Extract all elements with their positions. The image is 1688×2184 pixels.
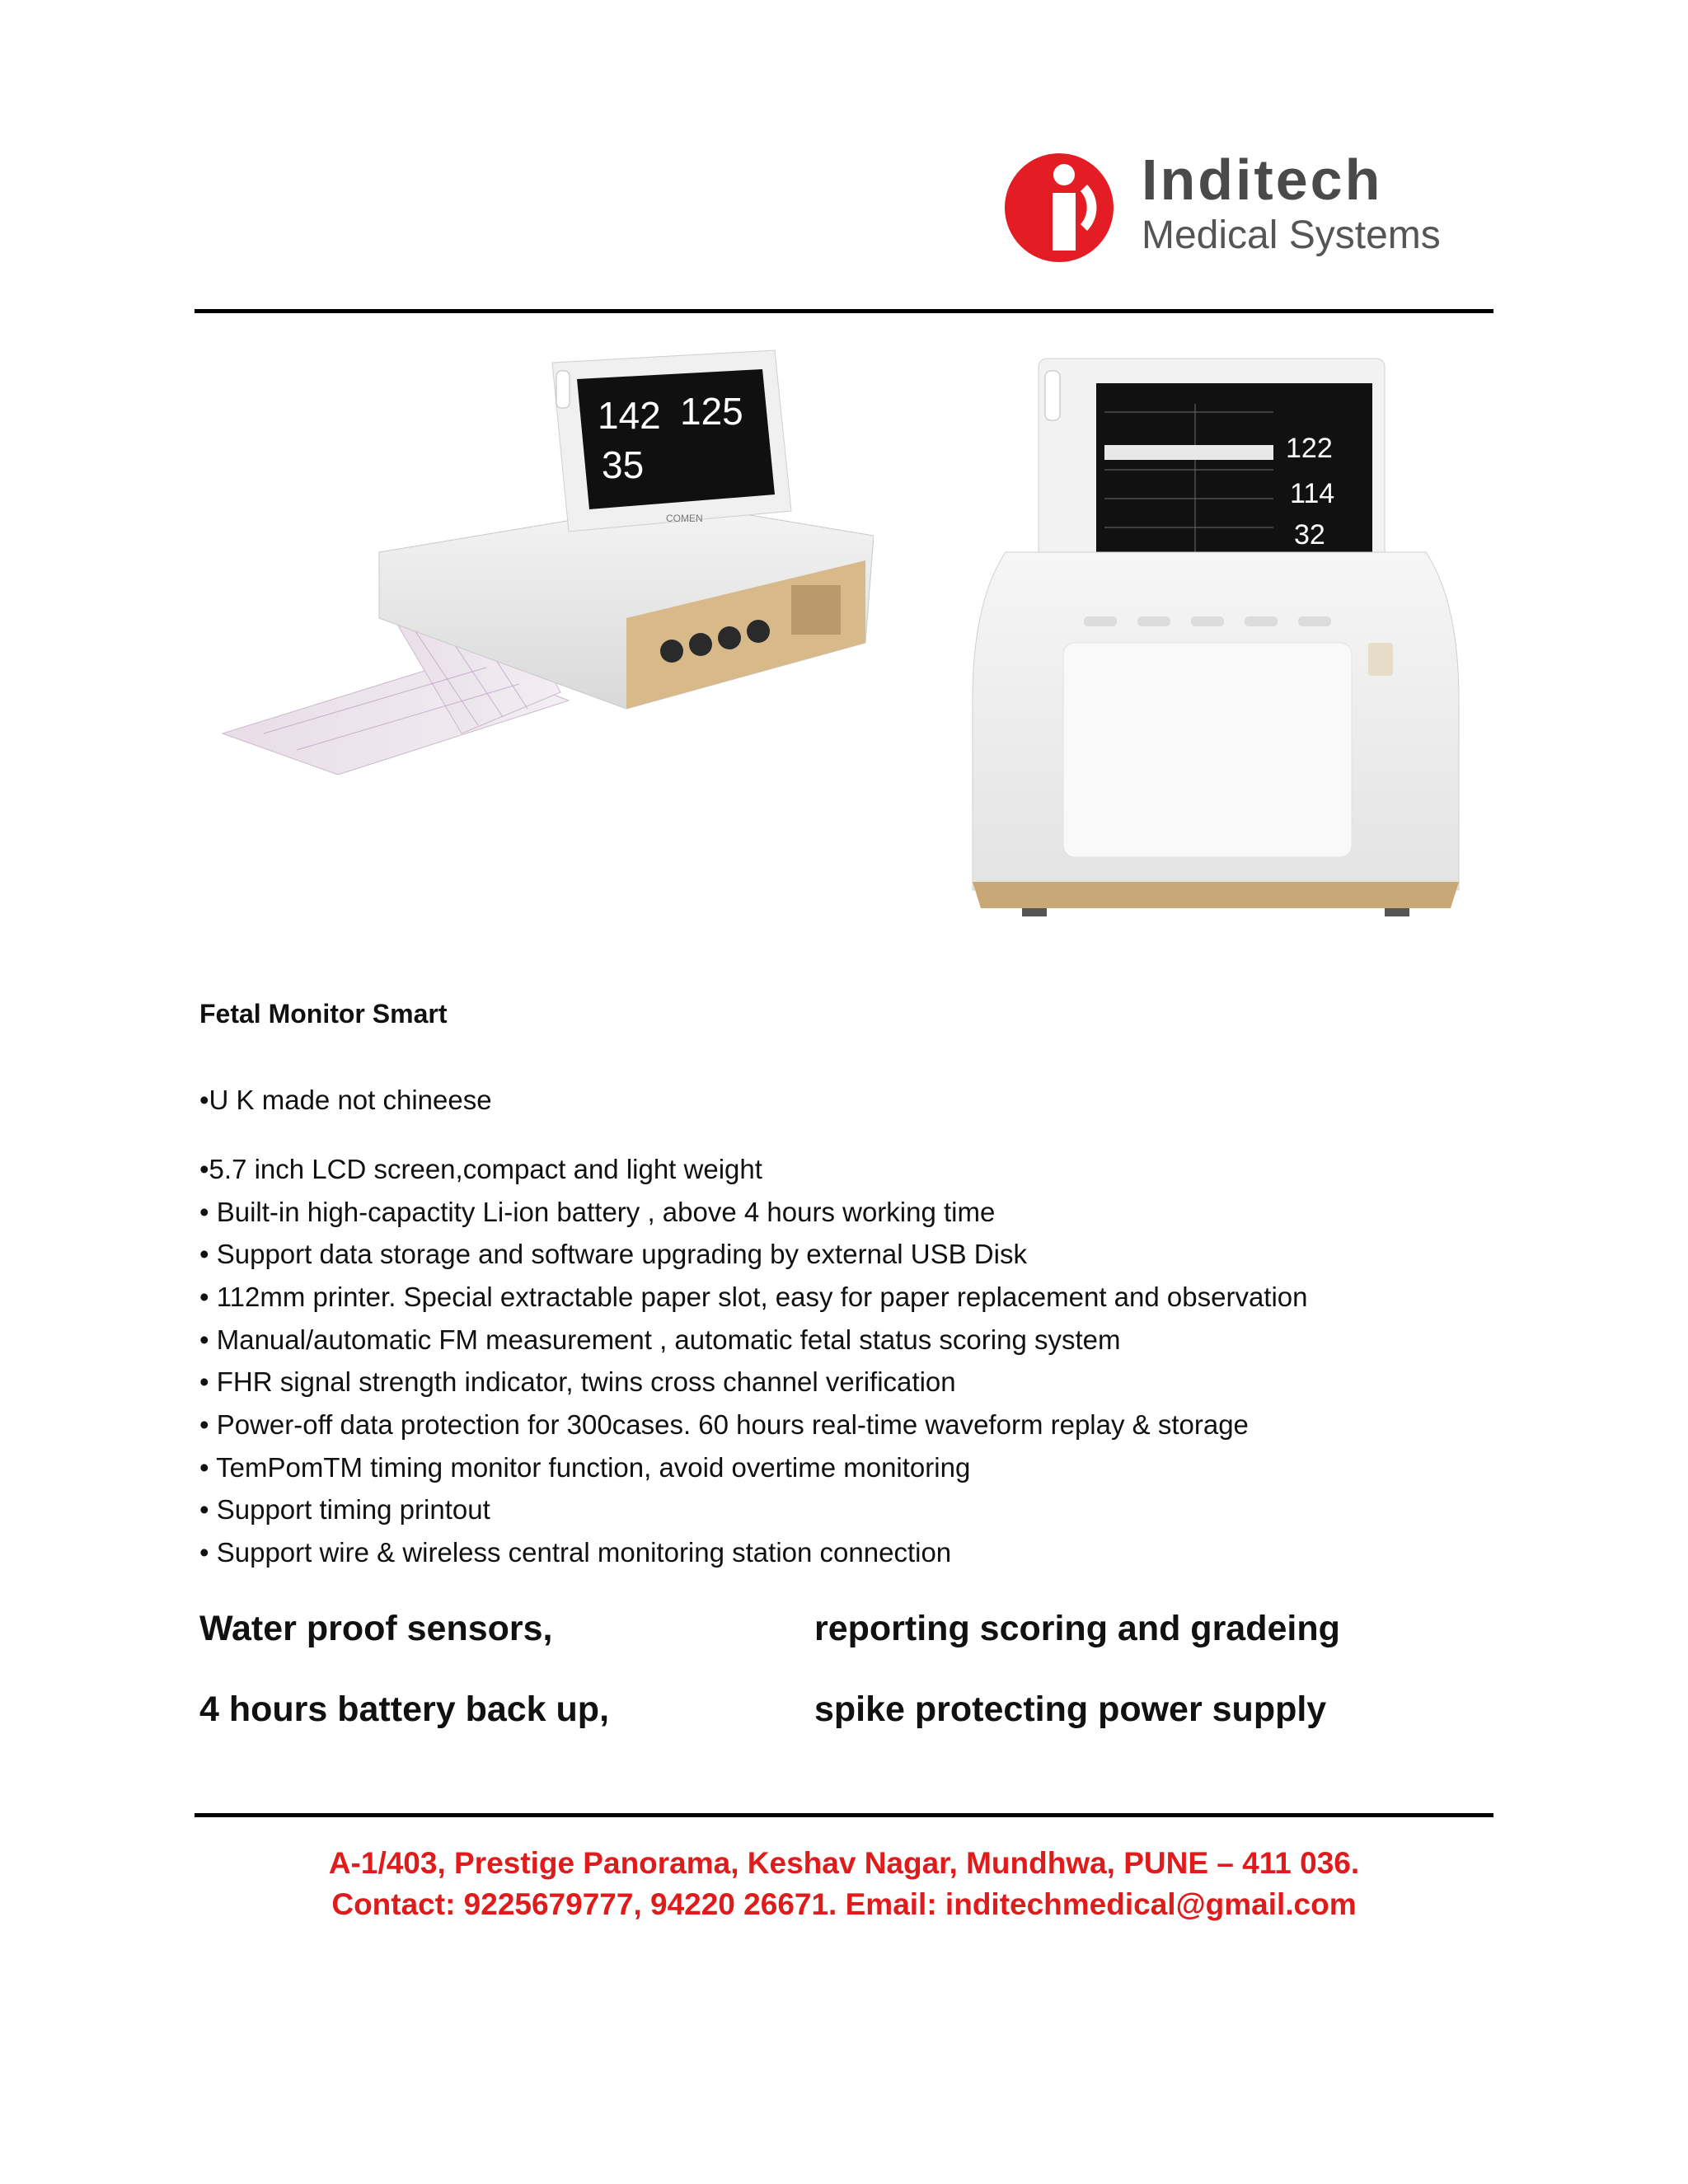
product-title: Fetal Monitor Smart — [199, 999, 448, 1029]
right-screen-value-1: 122 — [1286, 433, 1333, 464]
feature-item: • TemPomTM timing monitor function, avoid overtime monitoring — [199, 1452, 971, 1483]
feature-item: • 112mm printer. Special extractable paper slot, easy for paper replacement and observation — [199, 1282, 1308, 1312]
feature-item: • Support timing printout — [199, 1494, 490, 1525]
left-screen-value-1: 142 — [598, 394, 661, 437]
feature-item: • Built-in high-capactity Li-ion battery , above 4 hours working time — [199, 1197, 996, 1227]
feature-item: • Support data storage and software upgrading by external USB Disk — [199, 1239, 1027, 1269]
feature-item: • Manual/automatic FM measurement , automatic fetal status scoring system — [199, 1324, 1121, 1355]
product-image-large-monitor — [956, 354, 1475, 923]
footer-divider — [195, 1813, 1493, 1817]
right-screen-value-2: 114 — [1290, 478, 1335, 509]
footer-address: A-1/403, Prestige Panorama, Keshav Nagar, Mundhwa, PUNE – 411 036. — [328, 1846, 1360, 1880]
left-screen-value-3: 35 — [602, 443, 645, 486]
highlight-left-1: Water proof sensors, — [199, 1609, 553, 1648]
highlight-right-1: reporting scoring and gradeing — [814, 1609, 1340, 1648]
feature-item: • FHR signal strength indicator, twins cross channel verification — [199, 1366, 956, 1397]
logo-mark-icon — [1001, 150, 1117, 265]
feature-item: • Support wire & wireless central monitoring station connection — [199, 1537, 952, 1568]
company-logo — [1001, 140, 1463, 272]
highlight-left-2: 4 hours battery back up, — [199, 1690, 610, 1729]
origin-note: •U K made not chineese — [199, 1085, 492, 1115]
right-screen-value-3: 32 — [1294, 519, 1325, 551]
left-screen-value-2: 125 — [680, 390, 743, 433]
feature-item: •5.7 inch LCD screen,compact and light weight — [199, 1154, 762, 1184]
left-device-label: COMEN — [666, 513, 703, 524]
highlight-right-2: spike protecting power supply — [814, 1690, 1327, 1729]
product-image-compact-monitor — [214, 346, 874, 775]
feature-item: • Power-off data protection for 300cases. 60 hours real-time waveform replay & storage — [199, 1409, 1249, 1440]
header-divider — [195, 309, 1493, 313]
brand-subtitle: Medical Systems — [1142, 213, 1441, 257]
brand-name: Inditech — [1142, 148, 1383, 212]
footer-contact: Contact: 9225679777, 94220 26671. Email: inditechmedical@gmail.com — [331, 1887, 1357, 1921]
